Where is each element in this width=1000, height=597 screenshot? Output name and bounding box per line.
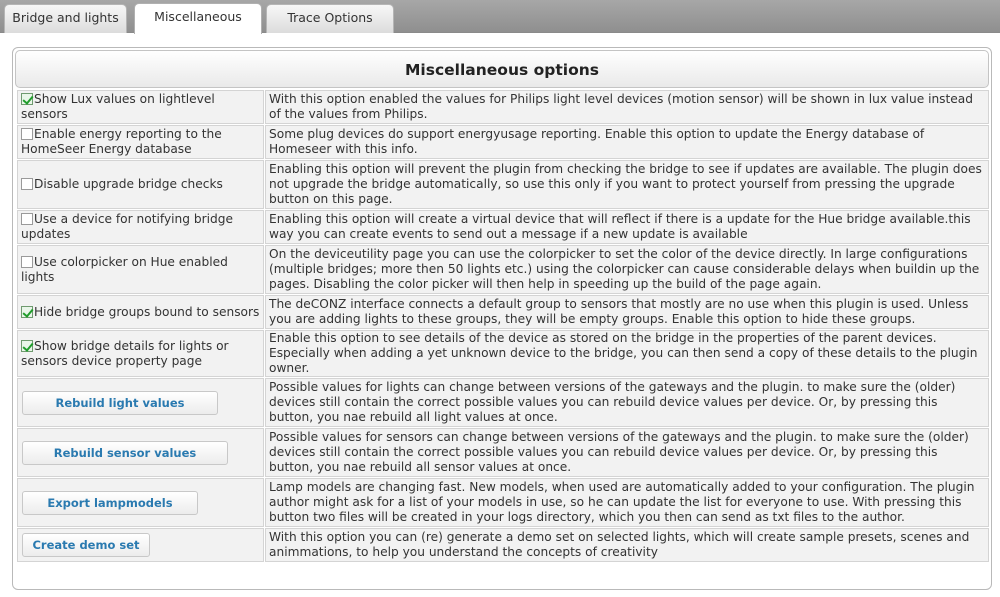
option-cell (17, 90, 264, 124)
energy-reporting-checkbox[interactable] (21, 128, 33, 140)
options-table (16, 89, 990, 563)
table-row (17, 125, 989, 159)
option-description: On the deviceutility page you can use the colorpicker to set the color of the device directly. In large configurations (multiple bridges; more then 50 lights etc.) using the colorpicker can cause considerable delays when buildin up the pages. Disabling the color picker will then help in speeding up the build of the page again. (265, 245, 989, 294)
table-row (17, 478, 989, 527)
option-cell (17, 528, 264, 562)
table-row (17, 160, 989, 209)
disable-upgrade-checks-label: Disable upgrade bridge checks (34, 177, 223, 191)
table-row (17, 295, 989, 329)
tab-trace-options[interactable]: Trace Options (266, 4, 394, 33)
tab-bar (0, 0, 1000, 33)
show-lux-label: Show Lux values on lightlevel sensors (21, 92, 215, 121)
option-cell (17, 210, 264, 244)
colorpicker-label: Use colorpicker on Hue enabled lights (21, 254, 228, 284)
panel-title: Miscellaneous options (15, 50, 989, 88)
option-description: Possible values for sensors can change between versions of the gateways and the plugin. to make sure the (older) devices still contain the correct possible values you can rebuild device values per device. Or, by pressing this button, you nae rebuild all sensor values at once. (265, 428, 989, 477)
option-description: Enable this option to see details of the device as stored on the bridge in the properties of the parent devices. Especially when adding a yet unknown device to the bridge, you can then send a copy of these details to the plugin owner. (265, 330, 989, 377)
rebuild-light-values-button[interactable]: Rebuild light values (22, 391, 218, 415)
table-row (17, 90, 989, 124)
option-description: Enabling this option will create a virtual device that will reflect if there is a update for the Hue bridge available.this way you can create events to send out a message if a new update is available (265, 210, 989, 244)
notify-bridge-updates-label: Use a device for notifying bridge updates (21, 212, 233, 241)
hide-bridge-groups-checkbox[interactable] (21, 306, 33, 318)
option-cell (17, 330, 264, 377)
option-description: With this option you can (re) generate a demo set on selected lights, which will create sample presets, scenes and animmations, to help you understand the concepts of creativity (265, 528, 989, 562)
table-row (17, 528, 989, 562)
export-lampmodels-button[interactable]: Export lampmodels (22, 491, 198, 515)
table-row (17, 378, 989, 427)
table-row (17, 428, 989, 477)
option-cell (17, 160, 264, 209)
notify-bridge-updates-checkbox[interactable] (21, 213, 33, 225)
option-description: Lamp models are changing fast. New models, when used are automatically added to your configuration. The plugin author might ask for a list of your models in use, so he can update the list for everyone to use. With pressing this button two files will be created in your logs directory, which you then can send as txt files to the author. (265, 478, 989, 527)
option-cell (17, 428, 264, 477)
option-cell (17, 245, 264, 294)
disable-upgrade-checks-checkbox[interactable] (21, 178, 33, 190)
miscellaneous-options-panel (12, 47, 992, 590)
option-description: Possible values for lights can change between versions of the gateways and the plugin. to make sure the (older) devices still contain the correct possible values you can rebuild device values per device. Or, by pressing this button, you nae rebuild all light values at once. (265, 378, 989, 427)
tab-bridge-and-lights[interactable]: Bridge and lights (4, 4, 127, 33)
colorpicker-checkbox[interactable] (21, 256, 33, 268)
option-description: Enabling this option will prevent the plugin from checking the bridge to see if updates are available. The plugin does not upgrade the bridge automatically, so use this only if you want to protect yourself from pressing the upgrade button on this page. (265, 160, 989, 209)
hide-bridge-groups-label: Hide bridge groups bound to sensors (34, 304, 260, 319)
option-cell (17, 478, 264, 527)
table-row (17, 245, 989, 294)
table-row (17, 330, 989, 377)
option-cell (17, 378, 264, 427)
option-cell (17, 125, 264, 159)
option-description: The deCONZ interface connects a default group to sensors that mostly are no use when this plugin is used. Unless you are adding lights to these groups, they will be empty groups. Enable this option to hide these groups. (265, 295, 989, 329)
tab-miscellaneous[interactable]: Miscellaneous (134, 3, 262, 34)
table-row (17, 210, 989, 244)
show-bridge-details-checkbox[interactable] (21, 340, 33, 352)
energy-reporting-label: Enable energy reporting to the HomeSeer Energy database (21, 127, 222, 156)
option-cell (17, 295, 264, 329)
show-bridge-details-label: Show bridge details for lights or sensors device property page (21, 338, 229, 368)
rebuild-sensor-values-button[interactable]: Rebuild sensor values (22, 441, 228, 465)
option-description: Some plug devices do support energyusage reporting. Enable this option to update the Energy database of Homeseer with this info. (265, 125, 989, 159)
show-lux-checkbox[interactable] (21, 93, 33, 105)
option-description: With this option enabled the values for Philips light level devices (motion sensor) will be shown in lux value instead of the values from Philips. (265, 90, 989, 124)
create-demo-set-button[interactable]: Create demo set (22, 533, 150, 557)
